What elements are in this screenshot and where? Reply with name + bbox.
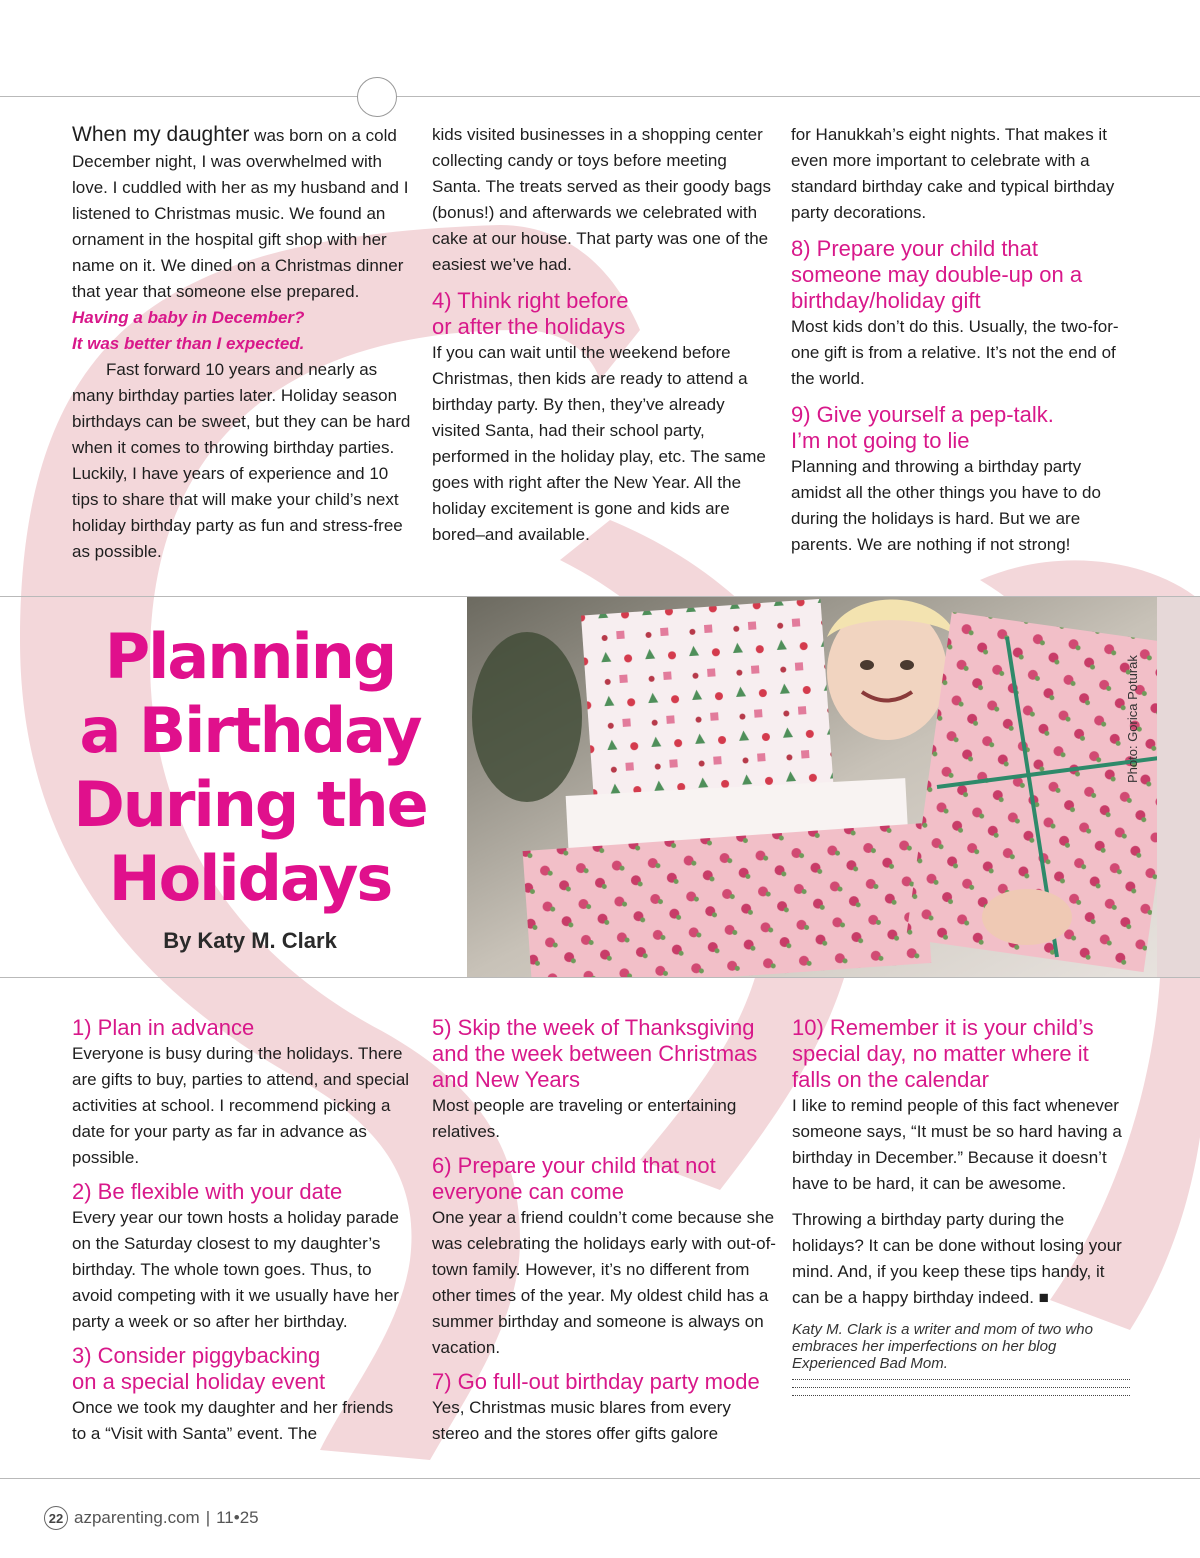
tip-4-heading: 4) Think right before or after the holidays <box>432 288 629 339</box>
tip-1-text: Everyone is busy during the holidays. There are gifts to buy, parties to attend, and special activities at school. I recommend picking a date for your party as far in advance as possible. <box>72 1044 410 1167</box>
footer-site[interactable]: azparenting.com <box>74 1508 200 1527</box>
bottom-column-1 <box>72 1015 412 1447</box>
tip-10-text: I like to remind people of this fact whenever someone says, “It must be so hard having a birthday in December.” Because it doesn’t have to be hard, it can be awesome. <box>792 1096 1122 1193</box>
hero-bottom-rule <box>0 977 1200 978</box>
top-column-1 <box>72 122 412 565</box>
page-number: 22 <box>44 1506 68 1530</box>
tip-9-heading: 9) Give yourself a pep-talk. I’m not going to lie <box>791 402 1054 453</box>
tip-8-text: Most kids don’t do this. Usually, the two-for-one gift is from a relative. It’s not the end of the world. <box>791 317 1119 388</box>
paragraph-hanukkah-continued: for Hanukkah’s eight nights. That makes it even more important to celebrate with a standard birthday cake and typical birthday party decorations. <box>791 125 1115 222</box>
top-rule <box>0 96 1200 97</box>
tip-9-text: Planning and throwing a birthday party amidst all the other things you have to do during the holidays is hard. But we are parents. We are nothing if not strong! <box>791 457 1101 554</box>
dotted-line <box>792 1380 1130 1388</box>
top-column-3 <box>791 122 1131 558</box>
lead-in: When my daughter <box>72 123 250 146</box>
author-bio: Katy M. Clark is a writer and mom of two who embraces her imperfections on her blog Experienced Bad Mom. <box>792 1321 1093 1372</box>
tip-5-text: Most people are traveling or entertaining relatives. <box>432 1096 737 1141</box>
tip-4-text: If you can wait until the weekend before Christmas, then kids are ready to attend a birthday party. By then, they’ve already visited Santa, had their school party, performed in the holiday play, etc. The same goes with right after the New Year. All the holiday excitement is gone and kids are bored–and available. <box>432 343 766 544</box>
tip-3-text: Once we took my daughter and her friends to a “Visit with Santa” event. The <box>72 1398 394 1443</box>
title-line: a Birthday <box>79 694 421 767</box>
intro-paragraph: When my daughter was born on a cold December night, I was overwhelmed with love. I cuddled with her as my husband and I listened to Christmas music. We found an ornament in the hospital gift shop with her name on it. We dined on a Christmas dinner that year that someone else prepared. <box>72 123 409 301</box>
bottom-rule <box>0 1478 1200 1479</box>
bottom-column-2 <box>432 1015 777 1447</box>
tagline-1: Having a baby in December? <box>72 308 305 327</box>
hero-photo-illustration <box>467 597 1200 977</box>
hero-photo-child-with-gifts <box>467 597 1200 977</box>
tip-2-heading: 2) Be flexible with your date <box>72 1179 343 1204</box>
footer-issue: 11•25 <box>216 1508 259 1527</box>
bottom-column-3 <box>792 1015 1132 1396</box>
dotted-line <box>792 1372 1130 1380</box>
article-title <box>40 620 460 916</box>
circle-mark <box>357 77 397 117</box>
byline: By Katy M. Clark <box>163 928 337 953</box>
page-footer <box>44 1506 259 1530</box>
title-line: Holidays <box>108 842 392 915</box>
closing-paragraph: Throwing a birthday party during the holidays? It can be done without losing your mind. And, if you keep these tips handy, it can be a happy birthday indeed. ■ <box>792 1210 1122 1307</box>
tip-2-text: Every year our town hosts a holiday parade on the Saturday closest to my daughter’s birthday. The whole town goes. Thus, to avoid competing with it we usually have her party a week or so after her birthday. <box>72 1208 399 1331</box>
photo-credit: Photo: Gorica Poturak <box>1125 655 1140 783</box>
intro-paragraph-2: Fast forward 10 years and nearly as many birthday parties later. Holiday season birthdays can be sweet, but they can be hard when it comes to throwing birthday parties. Luckily, I have years of experience and 10 tips to share that will make your child’s next holiday birthday party as fun and stress-free as possible. <box>72 360 411 561</box>
tip-8-heading: 8) Prepare your child that someone may double-up on a birthday/holiday gift <box>791 236 1083 313</box>
tip-7-text: Yes, Christmas music blares from every stereo and the stores offer gifts galore <box>432 1398 731 1443</box>
tip-10-heading: 10) Remember it is your child’s special day, no matter where it falls on the calendar <box>792 1015 1094 1092</box>
dotted-line <box>792 1388 1130 1396</box>
tip-1-heading: 1) Plan in advance <box>72 1015 255 1040</box>
tip-3-heading: 3) Consider piggybacking on a special holiday event <box>72 1343 326 1394</box>
top-column-2 <box>432 122 772 548</box>
title-line: During the <box>73 768 427 841</box>
tip-7-heading: 7) Go full-out birthday party mode <box>432 1369 760 1394</box>
tagline-2: It was better than I expected. <box>72 334 305 353</box>
title-line: Planning <box>104 620 396 693</box>
tip-6-heading: 6) Prepare your child that not everyone can come <box>432 1153 716 1204</box>
footer-separator: | <box>205 1508 211 1527</box>
paragraph-santa-continued: kids visited businesses in a shopping center collecting candy or toys before meeting Santa. The treats served as their goody bags (bonus!) and afterwards we celebrated with cake at our house. That party was one of the easiest we’ve had. <box>432 125 771 274</box>
tip-5-heading: 5) Skip the week of Thanksgiving and the week between Christmas and New Years <box>432 1015 758 1092</box>
tip-6-text: One year a friend couldn’t come because she was celebrating the holidays early with out-of-town family. However, it’s no different from other times of the year. My oldest child has a summer birthday and someone is always on vacation. <box>432 1208 776 1357</box>
